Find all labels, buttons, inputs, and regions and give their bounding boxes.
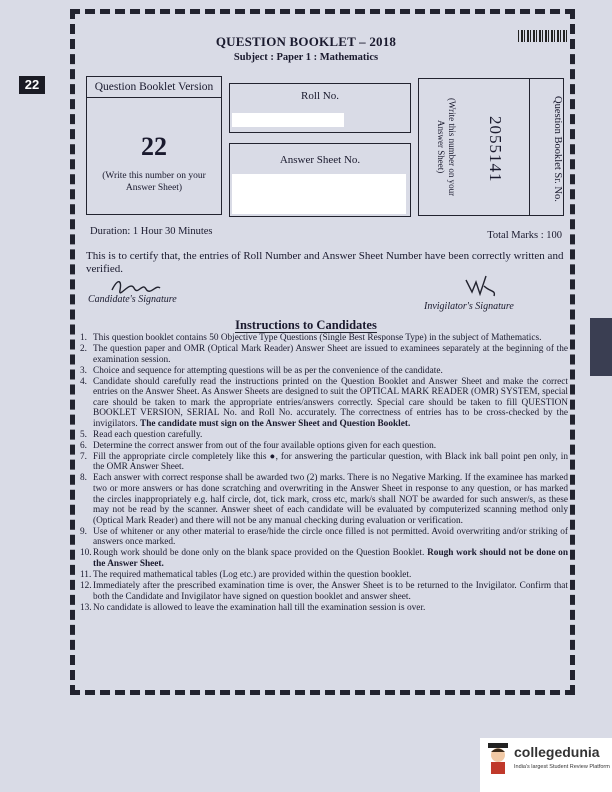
answer-sheet-number-label: Answer Sheet No. xyxy=(279,154,361,166)
instruction-text: Read each question carefully. xyxy=(93,429,203,440)
booklet-version-box xyxy=(86,76,222,215)
candidate-signature-label: Candidate's Signature xyxy=(88,294,177,305)
watermark-brand: collegedunia xyxy=(514,744,600,760)
instruction-number: 1. xyxy=(80,333,87,343)
instruction-text: Immediately after the prescribed examination time is over, the Answer Sheet is to be returned to the Invigilator. Confirm that both the Candidate and Invigilator have signed on question booklet and answer sheet. xyxy=(93,580,568,602)
answer-sheet-number-field[interactable] xyxy=(232,174,406,214)
booklet-serial-number: 2055141 xyxy=(486,115,505,183)
instruction-emphasis: Rough work should not be done on the Answer Sheet. xyxy=(93,548,568,569)
invigilator-signature-scribble xyxy=(460,270,500,300)
instruction-number: 10. xyxy=(80,548,92,559)
instruction-text: The question paper and OMR (Optical Mark Reader) Answer Sheet are issued to examinees separately at the beginning of the examination session. xyxy=(93,343,568,365)
instruction-text: Use of whitener or any other material to erase/hide the circle once filled is not permitted. Avoid overwriting and/or striking of answers once marked. xyxy=(93,526,568,548)
instructions-heading-text: Instructions to Candidates xyxy=(235,318,377,332)
instruction-item xyxy=(80,603,568,614)
booklet-version-label: Question Booklet Version xyxy=(87,77,221,98)
roll-number-label: Roll No. xyxy=(301,90,339,102)
total-marks: Total Marks : 100 xyxy=(487,230,562,241)
instruction-number: 7. xyxy=(80,451,87,462)
instruction-item xyxy=(80,377,568,430)
instruction-emphasis: The candidate must sign on the Answer Sheet and Question Booklet. xyxy=(140,418,411,429)
instruction-text: This question booklet contains 50 Objective Type Questions (Single Best Response Type) in the subject of Mathematics. xyxy=(93,333,542,343)
instruction-item xyxy=(80,581,568,602)
booklet-serial-label: Question Booklet Sr. No. xyxy=(552,96,563,202)
booklet-title: QUESTION BOOKLET – 2018 xyxy=(215,34,397,49)
instruction-text: Determine the correct answer from out of the four available options given for each question. xyxy=(93,440,437,451)
instruction-item xyxy=(80,344,568,365)
instruction-item xyxy=(80,570,568,581)
collegedunia-watermark xyxy=(480,738,612,792)
instruction-item xyxy=(80,430,568,441)
instruction-text: Rough work should be done only on the blank space provided on the Question Booklet. xyxy=(93,548,425,559)
instruction-item xyxy=(80,473,568,526)
invigilator-signature-label: Invigilator's Signature xyxy=(424,301,514,312)
instruction-item xyxy=(80,527,568,548)
instructions-list xyxy=(80,333,568,614)
instruction-number: 2. xyxy=(80,343,87,354)
instruction-number: 13. xyxy=(80,602,92,613)
instruction-number: 9. xyxy=(80,526,87,537)
roll-number-field[interactable] xyxy=(232,113,344,127)
serial-number-box xyxy=(418,78,564,216)
booklet-subject: Subject : Paper 1 : Mathematics xyxy=(233,52,379,63)
instruction-item xyxy=(80,441,568,452)
serial-box-divider xyxy=(529,79,530,215)
instruction-number: 8. xyxy=(80,473,87,484)
serial-write-note: (Write this number on your Answer Sheet) xyxy=(436,97,457,197)
instruction-number: 11. xyxy=(80,569,92,580)
graduate-mascot-icon xyxy=(484,741,512,775)
instruction-text: No candidate is allowed to leave the examination hall till the examination session is over. xyxy=(93,602,426,613)
instruction-item xyxy=(80,452,568,473)
version-side-tag: 22 xyxy=(19,76,45,94)
instruction-number: 4. xyxy=(80,376,87,387)
instruction-item xyxy=(80,333,568,344)
instruction-number: 12. xyxy=(80,580,92,591)
watermark-tagline: India's largest Student Review Platform xyxy=(514,764,610,770)
instruction-number: 3. xyxy=(80,365,87,376)
instruction-text: Choice and sequence for attempting questions will be as per the convenience of the candidate. xyxy=(93,365,443,376)
certification-statement: This is to certify that, the entries of Roll Number and Answer Sheet Number have been correctly written and verified. xyxy=(86,250,564,275)
instruction-text: The required mathematical tables (Log etc.) are provided within the question booklet. xyxy=(93,569,412,580)
instruction-text: Each answer with correct response shall be awarded two (2) marks. There is no Negative Marking. If the examinee has marked two or more answers or has done scratching and overwriting in the Answer Sheet in response to any question, or has marked the circles inappropriately e.g. half circle, dot, tick mark, cross etc, mark/s shall NOT be awarded for such answer/s, as these may not be read by the scanner. Answer sheet of each candidate will be evaluated by computerized scanning method only (Optical Mark Reader) and there will not be any manual checking during evaluation or verification. xyxy=(93,473,568,526)
instructions-heading xyxy=(0,318,612,333)
booklet-version-note: (Write this number on your Answer Sheet) xyxy=(102,171,206,193)
instruction-number: 5. xyxy=(80,429,87,440)
instruction-text: Candidate should carefully read the instructions printed on the Question Booklet and Answer Sheet and make the correct entries on the Answer Sheet. As Answer Sheets are designed to suit the OPTICAL MARK READER (OMR) SYSTEM, special care should be taken to mark the appropriate entries/answers correctly. Special care should be taken to fill QUESTION BOOKLET VERSION, SERIAL No. and Roll No. accurately. The correctness of entries has to be cross-checked by the invigilators. xyxy=(93,376,568,429)
exam-duration: Duration: 1 Hour 30 Minutes xyxy=(90,226,213,237)
booklet-version-number: 22 xyxy=(141,132,167,161)
instruction-number: 6. xyxy=(80,440,87,451)
instruction-item xyxy=(80,366,568,377)
instruction-item xyxy=(80,548,568,569)
instruction-text: Fill the appropriate circle completely like this ●, for answering the particular question, with Black ink ball point pen only, in the OMR Answer Sheet. xyxy=(93,451,568,473)
candidate-signature-scribble xyxy=(108,276,164,296)
